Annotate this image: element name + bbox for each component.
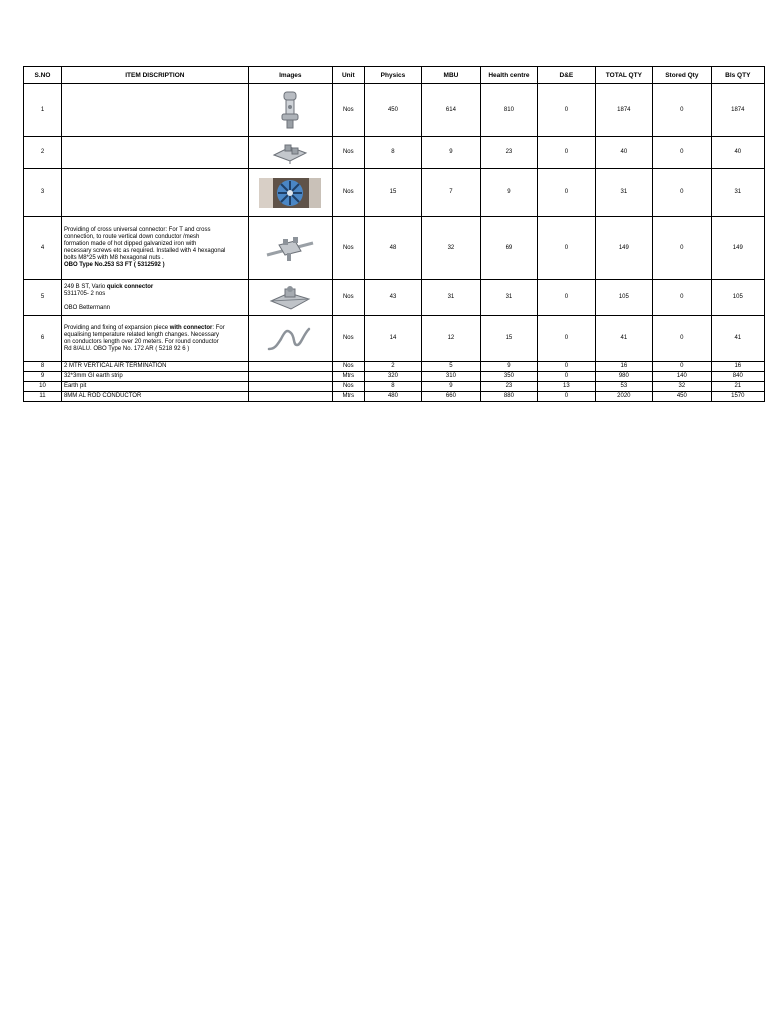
cell-physics: 8: [364, 137, 421, 169]
cell-health-centre: 23: [480, 137, 537, 169]
cell-bls-qty: 105: [711, 280, 764, 316]
cell-total-qty: 980: [595, 372, 652, 382]
table-row: [24, 362, 765, 372]
description-line: Providing of cross universal connector: For T and cross: [63, 227, 211, 233]
cell-total-qty: 2020: [595, 392, 652, 402]
cell-stored-qty: 0: [653, 169, 712, 217]
cross-connector-icon: [265, 233, 315, 263]
col-health-centre: Health centre: [480, 67, 537, 84]
clamp-connector-icon: [275, 88, 305, 132]
cell-sno: 1: [24, 84, 62, 137]
cell-unit: Nos: [332, 316, 364, 362]
cell-health-centre: 9: [480, 169, 537, 217]
cell-image: [248, 169, 332, 217]
cell-health-centre: 810: [480, 84, 537, 137]
cell-physics: 320: [364, 372, 421, 382]
cell-unit: Nos: [332, 362, 364, 372]
cell-unit: Nos: [332, 84, 364, 137]
cell-image: [248, 217, 332, 280]
table-row: [24, 316, 765, 362]
cell-sno: 10: [24, 382, 62, 392]
cell-description: [61, 280, 248, 316]
cell-total-qty: 1874: [595, 84, 652, 137]
cell-mbu: 9: [422, 137, 481, 169]
table-row: [24, 217, 765, 280]
cell-total-qty: 41: [595, 316, 652, 362]
table-row: [24, 84, 765, 137]
cell-physics: 15: [364, 169, 421, 217]
cell-health-centre: 31: [480, 280, 537, 316]
description-line: formation made of hot dipped galvanized iron with: [63, 241, 197, 247]
cell-sno: 4: [24, 217, 62, 280]
cell-physics: 480: [364, 392, 421, 402]
cell-description: [61, 84, 248, 137]
cell-total-qty: 16: [595, 362, 652, 372]
cell-image: [248, 84, 332, 137]
cell-image: [248, 280, 332, 316]
cell-total-qty: 149: [595, 217, 652, 280]
cell-image: [248, 316, 332, 362]
cell-unit: Mtrs: [332, 392, 364, 402]
cell-stored-qty: 450: [653, 392, 712, 402]
description-line: connection, to route vertical down conductor /mesh: [63, 234, 200, 240]
cell-health-centre: 69: [480, 217, 537, 280]
cell-image: [248, 392, 332, 402]
cell-sno: 6: [24, 316, 62, 362]
cell-description: Earth pit: [61, 382, 248, 392]
cell-mbu: 9: [422, 382, 481, 392]
table-row: [24, 392, 765, 402]
description-line: on conductors length over 20 meters. For round conductor: [63, 338, 219, 345]
cell-unit: Mtrs: [332, 372, 364, 382]
cell-stored-qty: 0: [653, 280, 712, 316]
cell-physics: 450: [364, 84, 421, 137]
cell-image: [248, 372, 332, 382]
description-line: 5311705- 2 nos: [63, 290, 106, 297]
cell-mbu: 7: [422, 169, 481, 217]
cell-de: 13: [538, 382, 595, 392]
cell-health-centre: 880: [480, 392, 537, 402]
cell-physics: 2: [364, 362, 421, 372]
cell-bls-qty: 1570: [711, 392, 764, 402]
plate-connector-icon: [270, 141, 310, 165]
cell-bls-qty: 1874: [711, 84, 764, 137]
cell-bls-qty: 21: [711, 382, 764, 392]
cell-image: [248, 137, 332, 169]
cell-description: [61, 316, 248, 362]
cell-sno: 2: [24, 137, 62, 169]
cell-mbu: 614: [422, 84, 481, 137]
cell-physics: 48: [364, 217, 421, 280]
description-line: bolts M8*25 with M8 hexagonal nuts .: [63, 255, 164, 261]
cell-bls-qty: 149: [711, 217, 764, 280]
cell-unit: Nos: [332, 217, 364, 280]
cell-description: 2 MTR VERTICAL AIR TERMINATION: [61, 362, 248, 372]
cell-mbu: 310: [422, 372, 481, 382]
cell-bls-qty: 16: [711, 362, 764, 372]
cell-description: [61, 169, 248, 217]
expansion-piece-icon: [265, 323, 315, 355]
cell-de: 0: [538, 392, 595, 402]
cell-de: 0: [538, 362, 595, 372]
table-row: [24, 372, 765, 382]
cell-bls-qty: 41: [711, 316, 764, 362]
materials-table: [23, 66, 765, 402]
cell-image: [248, 382, 332, 392]
col-stored-qty: Stored Qty: [653, 67, 712, 84]
cell-health-centre: 15: [480, 316, 537, 362]
cell-sno: 11: [24, 392, 62, 402]
cell-physics: 8: [364, 382, 421, 392]
cell-unit: Nos: [332, 280, 364, 316]
header-row: [24, 67, 765, 84]
cell-unit: Nos: [332, 169, 364, 217]
cell-sno: 9: [24, 372, 62, 382]
col-images: Images: [248, 67, 332, 84]
description-line: Providing and fixing of expansion piece with connector: For: [63, 324, 225, 331]
table-row: [24, 137, 765, 169]
cell-image: [248, 362, 332, 372]
cell-sno: 5: [24, 280, 62, 316]
cell-physics: 14: [364, 316, 421, 362]
cell-stored-qty: 0: [653, 217, 712, 280]
col-de: D&E: [538, 67, 595, 84]
col-total-qty: TOTAL QTY: [595, 67, 652, 84]
cell-stored-qty: 0: [653, 137, 712, 169]
table-row: [24, 382, 765, 392]
cell-mbu: 32: [422, 217, 481, 280]
col-bls-qty: Bls QTY: [711, 67, 764, 84]
cell-unit: Nos: [332, 382, 364, 392]
cell-bls-qty: 31: [711, 169, 764, 217]
cell-de: 0: [538, 217, 595, 280]
cell-de: 0: [538, 372, 595, 382]
description-blank-line: [64, 298, 246, 305]
cell-description: 8MM AL ROD CONDUCTOR: [61, 392, 248, 402]
cell-total-qty: 40: [595, 137, 652, 169]
cell-total-qty: 53: [595, 382, 652, 392]
cell-description: [61, 217, 248, 280]
cell-de: 0: [538, 84, 595, 137]
cell-mbu: 31: [422, 280, 481, 316]
description-line: 249 B ST, Vario quick connector: [63, 283, 154, 290]
cell-total-qty: 105: [595, 280, 652, 316]
cell-sno: 3: [24, 169, 62, 217]
cell-bls-qty: 840: [711, 372, 764, 382]
cell-bls-qty: 40: [711, 137, 764, 169]
col-sno: S.NO: [24, 67, 62, 84]
cell-stored-qty: 0: [653, 362, 712, 372]
cell-stored-qty: 0: [653, 84, 712, 137]
table-row: [24, 280, 765, 316]
cell-mbu: 5: [422, 362, 481, 372]
cell-de: 0: [538, 316, 595, 362]
col-mbu: MBU: [422, 67, 481, 84]
blue-disc-icon: [259, 178, 321, 208]
col-physics: Physics: [364, 67, 421, 84]
cell-total-qty: 31: [595, 169, 652, 217]
description-line: equalising temperature related length changes. Necessary: [63, 331, 220, 338]
cell-de: 0: [538, 137, 595, 169]
description-line: necessary screws etc as required. Installed with 4 hexagonal: [63, 248, 226, 254]
cell-unit: Nos: [332, 137, 364, 169]
cell-health-centre: 350: [480, 372, 537, 382]
quick-connector-icon: [267, 283, 313, 313]
cell-mbu: 12: [422, 316, 481, 362]
cell-description: 32*3mm GI earth strip: [61, 372, 248, 382]
cell-health-centre: 9: [480, 362, 537, 372]
col-item-description: ITEM DISCRIPTION: [61, 67, 248, 84]
col-unit: Unit: [332, 67, 364, 84]
description-line: Rd 8/ALU. OBO Type No. 172 AR ( 5218 92 6 ): [63, 345, 190, 352]
cell-de: 0: [538, 169, 595, 217]
cell-stored-qty: 140: [653, 372, 712, 382]
cell-description: [61, 137, 248, 169]
table-row: [24, 169, 765, 217]
cell-stored-qty: 32: [653, 382, 712, 392]
cell-stored-qty: 0: [653, 316, 712, 362]
cell-physics: 43: [364, 280, 421, 316]
cell-mbu: 660: [422, 392, 481, 402]
description-line: OBO Bettermann: [63, 304, 110, 311]
description-line-bold: OBO Type No.253 S3 FT ( 5312592 ): [63, 262, 165, 268]
cell-health-centre: 23: [480, 382, 537, 392]
cell-sno: 8: [24, 362, 62, 372]
cell-de: 0: [538, 280, 595, 316]
